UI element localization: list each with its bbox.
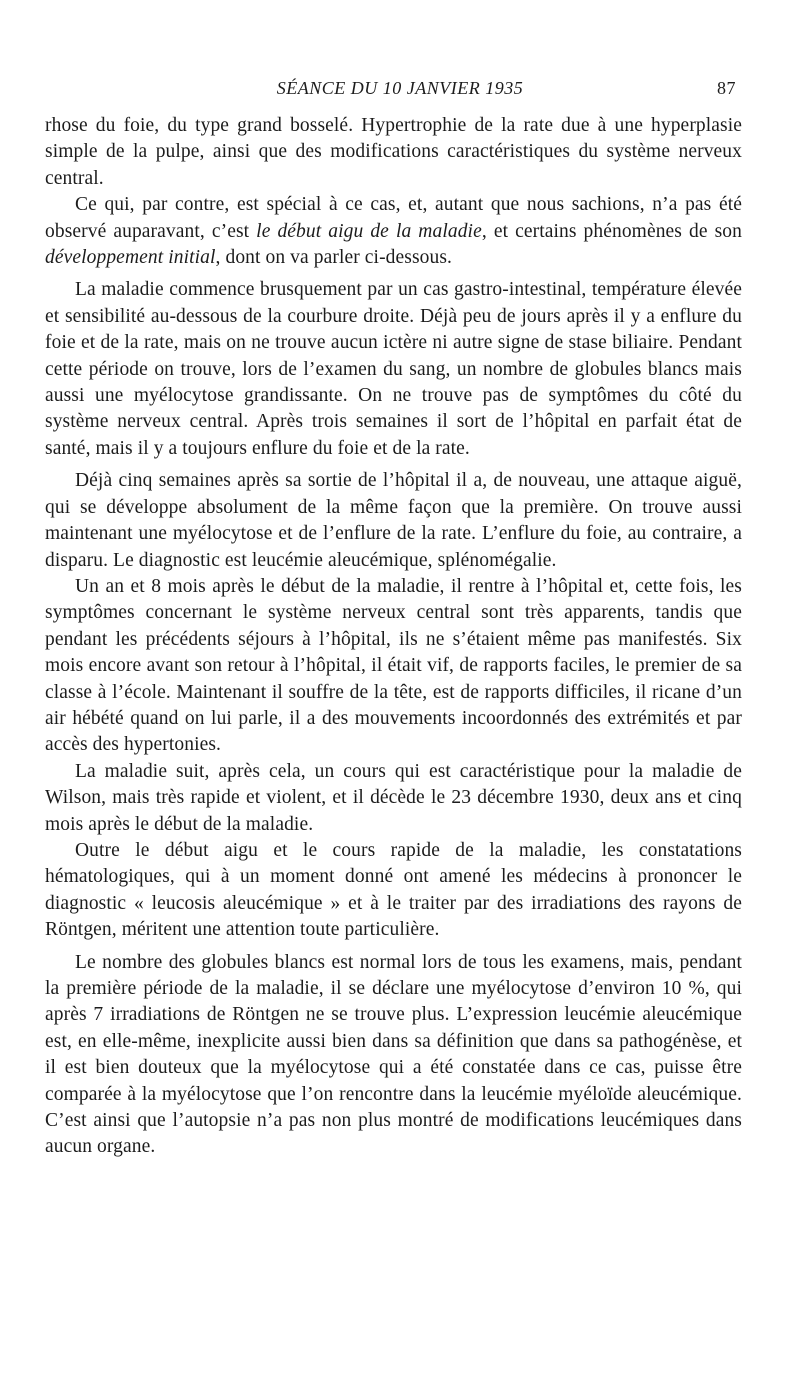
emphasis-initial-development: développement initial [45,247,216,269]
paragraph-text: Ce qui, par contre, est spécial à ce cas, et, autant que nous sachions, n’a pas été observé auparavant, c’est [45,194,742,242]
paragraph-onset: La maladie commence brusquement par un cas gastro-intestinal, température élevée et sensibilité au-dessous de la courbure droite. Déjà peu de jours après il y a enflure du foie et de la rate, mais on ne trouve aucun ictère ni autre signe de stase biliaire. Pendant cette période on trouve, lors de l’examen du sang, un nombre de globules blancs mais aussi une myélocytose grandissante. On ne trouve pas de symptômes du côté du système nerveux central. Après trois semaines il sort de l’hôpital en parfait état de santé, mais il y a toujours enflure du foie et de la rate. [45,279,742,459]
running-header [0,78,800,102]
paragraph-text: , dont on va parler ci-dessous. [215,247,453,269]
paragraph-leukocytes: Le nombre des globules blancs est normal lors de tous les examens, mais, pendant la première période de la maladie, il se déclare une myélocytose d’environ 10 %, qui après 7 irradiations de Röntgen ne se trouve plus. L’expression leucémie aleucémique est, en elle-même, inexplicite aussi bien dans sa définition que dans sa pathogénèse, et il est bien douteux que la myélocytose qui a été constatée dans ce cas, puisse être comparée à la myélocytose que l’on rencontre dans la leucémie myéloïde aleucémique. C’est ainsi que l’autopsie n’a pas non plus montré de modifications leucémiques dans aucun organe. [45,951,742,1158]
paragraph-special-case [45,192,742,271]
paragraph-wilson-course: La maladie suit, après cela, un cours qui est caractéristique pour la maladie de Wilson, mais très rapide et violent, et il décède le 23 décembre 1930, deux ans et cinq mois après le début de la maladie. [45,760,742,835]
page-number: 87 [717,78,736,98]
paragraph-continuation: rhose du foie, du type grand bosselé. Hypertrophie de la rate due à une hyperplasie simple de la pulpe, ainsi que des modifications caractéristiques du système nerveux central. [45,115,742,189]
page-body [45,113,742,1161]
paragraph-readmission: Un an et 8 mois après le début de la maladie, il rentre à l’hôpital et, cette fois, les symptômes concernant le système nerveux central sont très apparents, tandis que pendant les précédents séjours à l’hôpital, ils ne s’étaient même pas manifestés. Six mois encore avant son retour à l’hôpital, il était vif, de rapports faciles, le premier de sa classe à l’école. Maintenant il souffre de la tête, est de rapports difficiles, il ricane d’un air hébété quand on lui parle, il a des mouvements incoordonnés des extrémités et par accès des hypertonies. [45,575,742,756]
paragraph-second-attack: Déjà cinq semaines après sa sortie de l’hôpital il a, de nouveau, une attaque aiguë, qui se développe absolument de la même façon que la première. On trouve aussi maintenant une myélocytose et de l’enflure de la rate. L’enflure du foie, au contraire, a disparu. Le diagnostic est leucémie aleucémique, splénomégalie. [45,470,742,571]
paragraph-text: , et certains phénomènes de son [481,220,742,242]
paragraph-hematology: Outre le début aigu et le cours rapide de la maladie, les constatations hématologiques, qui à un moment donné ont amené les médecins à prononcer le diagnostic « leucosis aleucémique » et à le traiter par des irradiations des rayons de Röntgen, méritent une attention toute particulière. [45,839,742,941]
running-title: SÉANCE DU 10 JANVIER 1935 [276,78,524,98]
emphasis-acute-onset: le début aigu de la maladie [256,220,482,242]
